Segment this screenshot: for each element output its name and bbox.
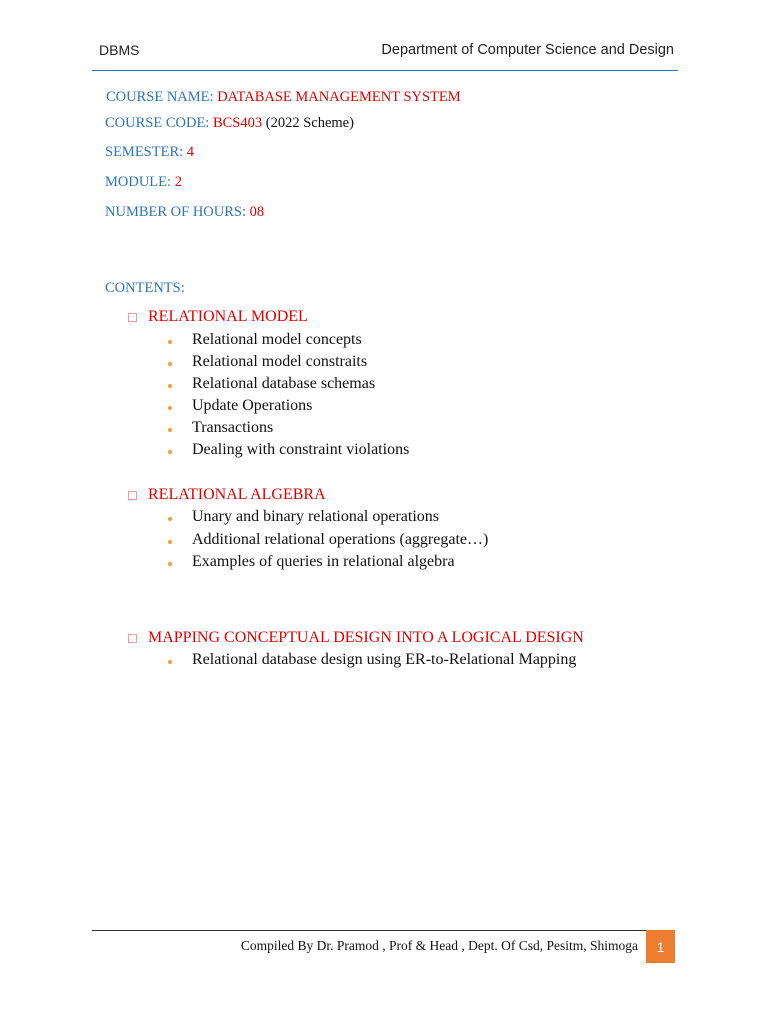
header-course-abbrev: DBMS [99,42,140,58]
semester-line [105,144,194,161]
bullet-dot-icon [168,406,172,410]
module-label: MODULE: [105,174,172,190]
section-title: RELATIONAL MODEL [148,308,308,325]
footer-divider [92,930,646,931]
bullet-dot-icon [168,540,172,544]
topic-item: Update Operations [192,397,313,414]
section-bullet-icon [128,313,137,322]
hours-line [105,204,264,221]
course-code-label: COURSE CODE: [105,115,210,131]
course-scheme: (2022 Scheme) [265,115,354,131]
section-title: RELATIONAL ALGEBRA [148,486,326,503]
header-divider [92,70,678,71]
contents-heading [105,280,185,297]
course-name-label: COURSE NAME: [106,89,214,105]
topic-item: Relational database schemas [192,375,376,392]
hours-label: NUMBER OF HOURS: [105,204,246,220]
bullet-dot-icon [168,517,172,521]
contents-label: CONTENTS: [105,280,185,296]
course-name-value: DATABASE MANAGEMENT SYSTEM [217,89,461,105]
topic-item: Relational model constraits [192,353,368,370]
topic-item: Unary and binary relational operations [192,508,440,525]
course-name-line [106,89,461,106]
bullet-dot-icon [168,450,172,454]
section-bullet-icon [128,491,137,500]
bullet-dot-icon [168,660,172,664]
semester-value: 4 [186,144,195,160]
semester-label: SEMESTER: [105,144,184,160]
page-number: 1 [646,930,675,963]
topic-item: Additional relational operations (aggregate…) [192,531,489,548]
header-department: Department of Computer Science and Design [381,42,674,58]
hours-value: 08 [249,204,265,220]
topic-item: Examples of queries in relational algebra [192,553,455,570]
topic-item: Dealing with constraint violations [192,441,410,458]
bullet-dot-icon [168,384,172,388]
section-bullet-icon [128,634,137,643]
course-code-line [105,115,354,132]
module-line [105,174,182,191]
topic-item: Transactions [192,419,274,436]
module-value: 2 [174,174,182,190]
bullet-dot-icon [168,362,172,366]
course-code-value: BCS403 [212,115,263,131]
topic-item: Relational model concepts [192,331,362,348]
footer-credits: Compiled By Dr. Pramod , Prof & Head , Dept. Of Csd, Pesitm, Shimoga [240,938,638,953]
bullet-dot-icon [168,562,172,566]
topic-item: Relational database design using ER-to-Relational Mapping [192,651,577,668]
section-title: MAPPING CONCEPTUAL DESIGN INTO A LOGICAL DESIGN [148,629,584,646]
bullet-dot-icon [168,340,172,344]
bullet-dot-icon [168,428,172,432]
